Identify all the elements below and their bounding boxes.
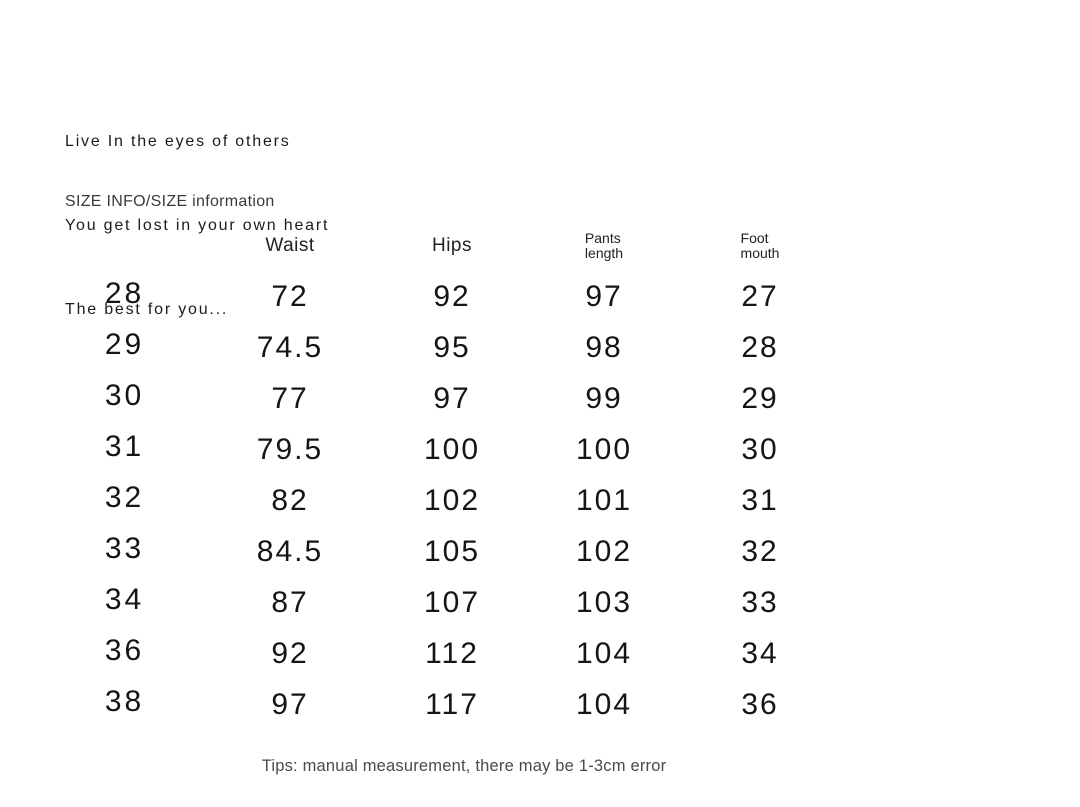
size-value: 32 <box>104 480 145 514</box>
size-value: 36 <box>104 633 145 667</box>
hips-value: 105 <box>423 534 481 568</box>
hips-value: 107 <box>423 585 481 619</box>
quote-line-1: Live In the eyes of others <box>65 133 291 150</box>
size-row-36 <box>45 628 840 679</box>
size-value: 31 <box>104 429 145 463</box>
size-table <box>45 221 840 730</box>
pants-length-value: 102 <box>575 534 633 568</box>
tips-footnote: Tips: manual measurement, there may be 1-3cm error <box>261 757 667 775</box>
pants-length-value: 100 <box>575 432 633 466</box>
foot-mouth-value: 29 <box>741 381 779 415</box>
foot-mouth-value: 30 <box>741 432 779 466</box>
size-value: 30 <box>104 378 145 412</box>
size-row-30 <box>45 373 840 424</box>
pants-length-value: 103 <box>575 585 633 619</box>
pants-length-value: 97 <box>585 279 623 313</box>
quote-line-2: You get lost in your own heart <box>65 217 330 234</box>
quote-line-3: The best for you... <box>65 301 229 318</box>
size-row-29 <box>45 322 840 373</box>
waist-value: 77 <box>271 381 309 415</box>
waist-value: 72 <box>271 279 309 313</box>
size-table-head <box>45 221 840 271</box>
col-header-foot-mouth: Foot mouth <box>740 230 780 261</box>
foot-mouth-value: 31 <box>741 483 779 517</box>
foot-mouth-value: 32 <box>741 534 779 568</box>
hips-value: 112 <box>425 636 479 670</box>
pants-length-value: 101 <box>575 483 633 517</box>
waist-value: 92 <box>271 636 309 670</box>
size-row-28 <box>45 271 840 322</box>
foot-mouth-value: 28 <box>741 330 779 364</box>
waist-value: 97 <box>271 687 309 721</box>
waist-value: 87 <box>271 585 309 619</box>
waist-value: 74.5 <box>256 330 324 364</box>
size-row-34 <box>45 577 840 628</box>
hips-value: 100 <box>423 432 481 466</box>
waist-value: 79.5 <box>256 432 324 466</box>
col-header-size <box>45 221 204 271</box>
size-value: 33 <box>104 531 145 565</box>
size-value: 29 <box>104 327 145 361</box>
hips-value: 95 <box>433 330 471 364</box>
section-title: SIZE INFO/SIZE information <box>65 193 275 210</box>
size-row-33 <box>45 526 840 577</box>
col-header-hips: Hips <box>431 235 472 256</box>
hips-value: 92 <box>433 279 471 313</box>
hips-value: 102 <box>423 483 481 517</box>
size-value: 38 <box>104 684 145 718</box>
waist-value: 84.5 <box>256 534 324 568</box>
size-row-38 <box>45 679 840 730</box>
pants-length-value: 98 <box>585 330 623 364</box>
foot-mouth-value: 33 <box>741 585 779 619</box>
size-row-31 <box>45 424 840 475</box>
hips-value: 117 <box>425 687 479 721</box>
size-value: 28 <box>104 276 145 310</box>
size-table-header-row <box>45 221 840 271</box>
col-header-pants-length: Pants length <box>584 230 624 261</box>
hips-value: 97 <box>433 381 471 415</box>
foot-mouth-value: 34 <box>741 636 779 670</box>
pants-length-value: 104 <box>575 687 633 721</box>
foot-mouth-value: 36 <box>741 687 779 721</box>
pants-length-value: 99 <box>585 381 623 415</box>
foot-mouth-value: 27 <box>741 279 779 313</box>
size-row-32 <box>45 475 840 526</box>
size-value: 34 <box>104 582 145 616</box>
pants-length-value: 104 <box>575 636 633 670</box>
col-header-waist: Waist <box>265 235 315 256</box>
size-table-body <box>45 271 840 730</box>
waist-value: 82 <box>271 483 309 517</box>
